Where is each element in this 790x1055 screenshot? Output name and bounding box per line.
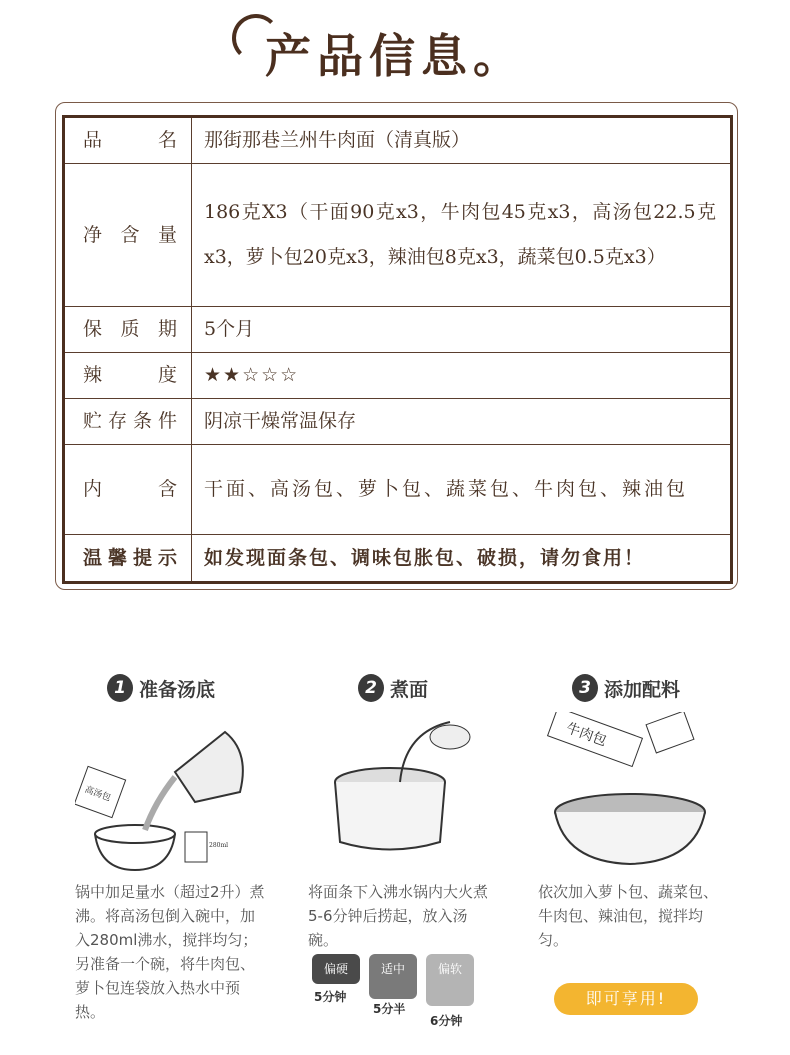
warning-text: 如发现面条包、调味包胀包、破损，请勿食用！ (204, 546, 646, 569)
time-medium: 5分半 (373, 1002, 406, 1016)
pour-soup-illustration (75, 712, 255, 872)
step-3-description: 依次加入萝卜包、蔬菜包、牛肉包、辣油包，搅拌均匀。 (538, 883, 719, 949)
step-number: 3 (572, 674, 598, 702)
spice-rating: ★★☆☆☆ (192, 353, 732, 399)
title-text: 产品信息。 (265, 29, 525, 83)
time-soft: 6分钟 (430, 1014, 463, 1028)
pack-label: 牛肉包 (563, 720, 609, 750)
step-title: 添加配料 (604, 678, 681, 701)
table-row (64, 535, 732, 583)
time-hard: 5分钟 (314, 990, 347, 1004)
step-1-description: 锅中加足量水（超过2升）煮沸。将高汤包倒入碗中，加入280ml沸水，搅拌均匀；另准备一个碗，将牛肉包、萝卜包连袋放入热水中预热。 (75, 883, 265, 1021)
row-value: 干面、高汤包、萝卜包、蔬菜包、牛肉包、辣油包 (192, 445, 732, 535)
table-row (64, 164, 732, 307)
table-row (64, 307, 732, 353)
table-row (64, 399, 732, 445)
add-ingredients-illustration (540, 712, 720, 872)
cup-label: 280ml (209, 842, 229, 849)
swirl-decoration (232, 14, 280, 62)
table-row (64, 117, 732, 164)
pack-label: 高汤包 (83, 784, 112, 804)
enjoy-badge: 即可享用! (554, 983, 698, 1015)
row-value: 阴凉干燥常温保存 (192, 399, 732, 445)
row-value: 186克X3（干面90克x3，牛肉包45克x3，高汤包22.5克x3，萝卜包20克x3，辣油包8克x3，蔬菜包0.5克x3） (192, 164, 732, 307)
row-value: 5个月 (192, 307, 732, 353)
firmness-option-medium: 适中 (369, 954, 417, 999)
row-label: 内含 (64, 445, 192, 535)
boil-noodles-illustration (310, 712, 490, 872)
row-label: 贮存条件 (64, 399, 192, 445)
step-3-heading (572, 674, 680, 702)
firmness-option-hard: 偏硬 (312, 954, 360, 984)
row-value: 那街那巷兰州牛肉面（清真版） (192, 117, 732, 164)
row-label: 净含量 (64, 164, 192, 307)
step-1-heading (107, 674, 215, 702)
firmness-option-soft: 偏软 (426, 954, 474, 1006)
row-label: 辣度 (64, 353, 192, 399)
page-title (0, 20, 790, 86)
step-title: 准备汤底 (139, 678, 216, 701)
step-number: 1 (107, 674, 133, 702)
product-info-table (62, 115, 733, 584)
step-title: 煮面 (390, 678, 429, 701)
step-number: 2 (358, 674, 384, 702)
step-2-description: 将面条下入沸水锅内大火煮5-6分钟后捞起，放入汤碗。 (308, 883, 489, 949)
row-label: 温馨提示 (64, 535, 192, 583)
table-row (64, 353, 732, 399)
row-label: 品名 (64, 117, 192, 164)
step-2-heading (358, 674, 428, 702)
table-row (64, 445, 732, 535)
row-label: 保质期 (64, 307, 192, 353)
